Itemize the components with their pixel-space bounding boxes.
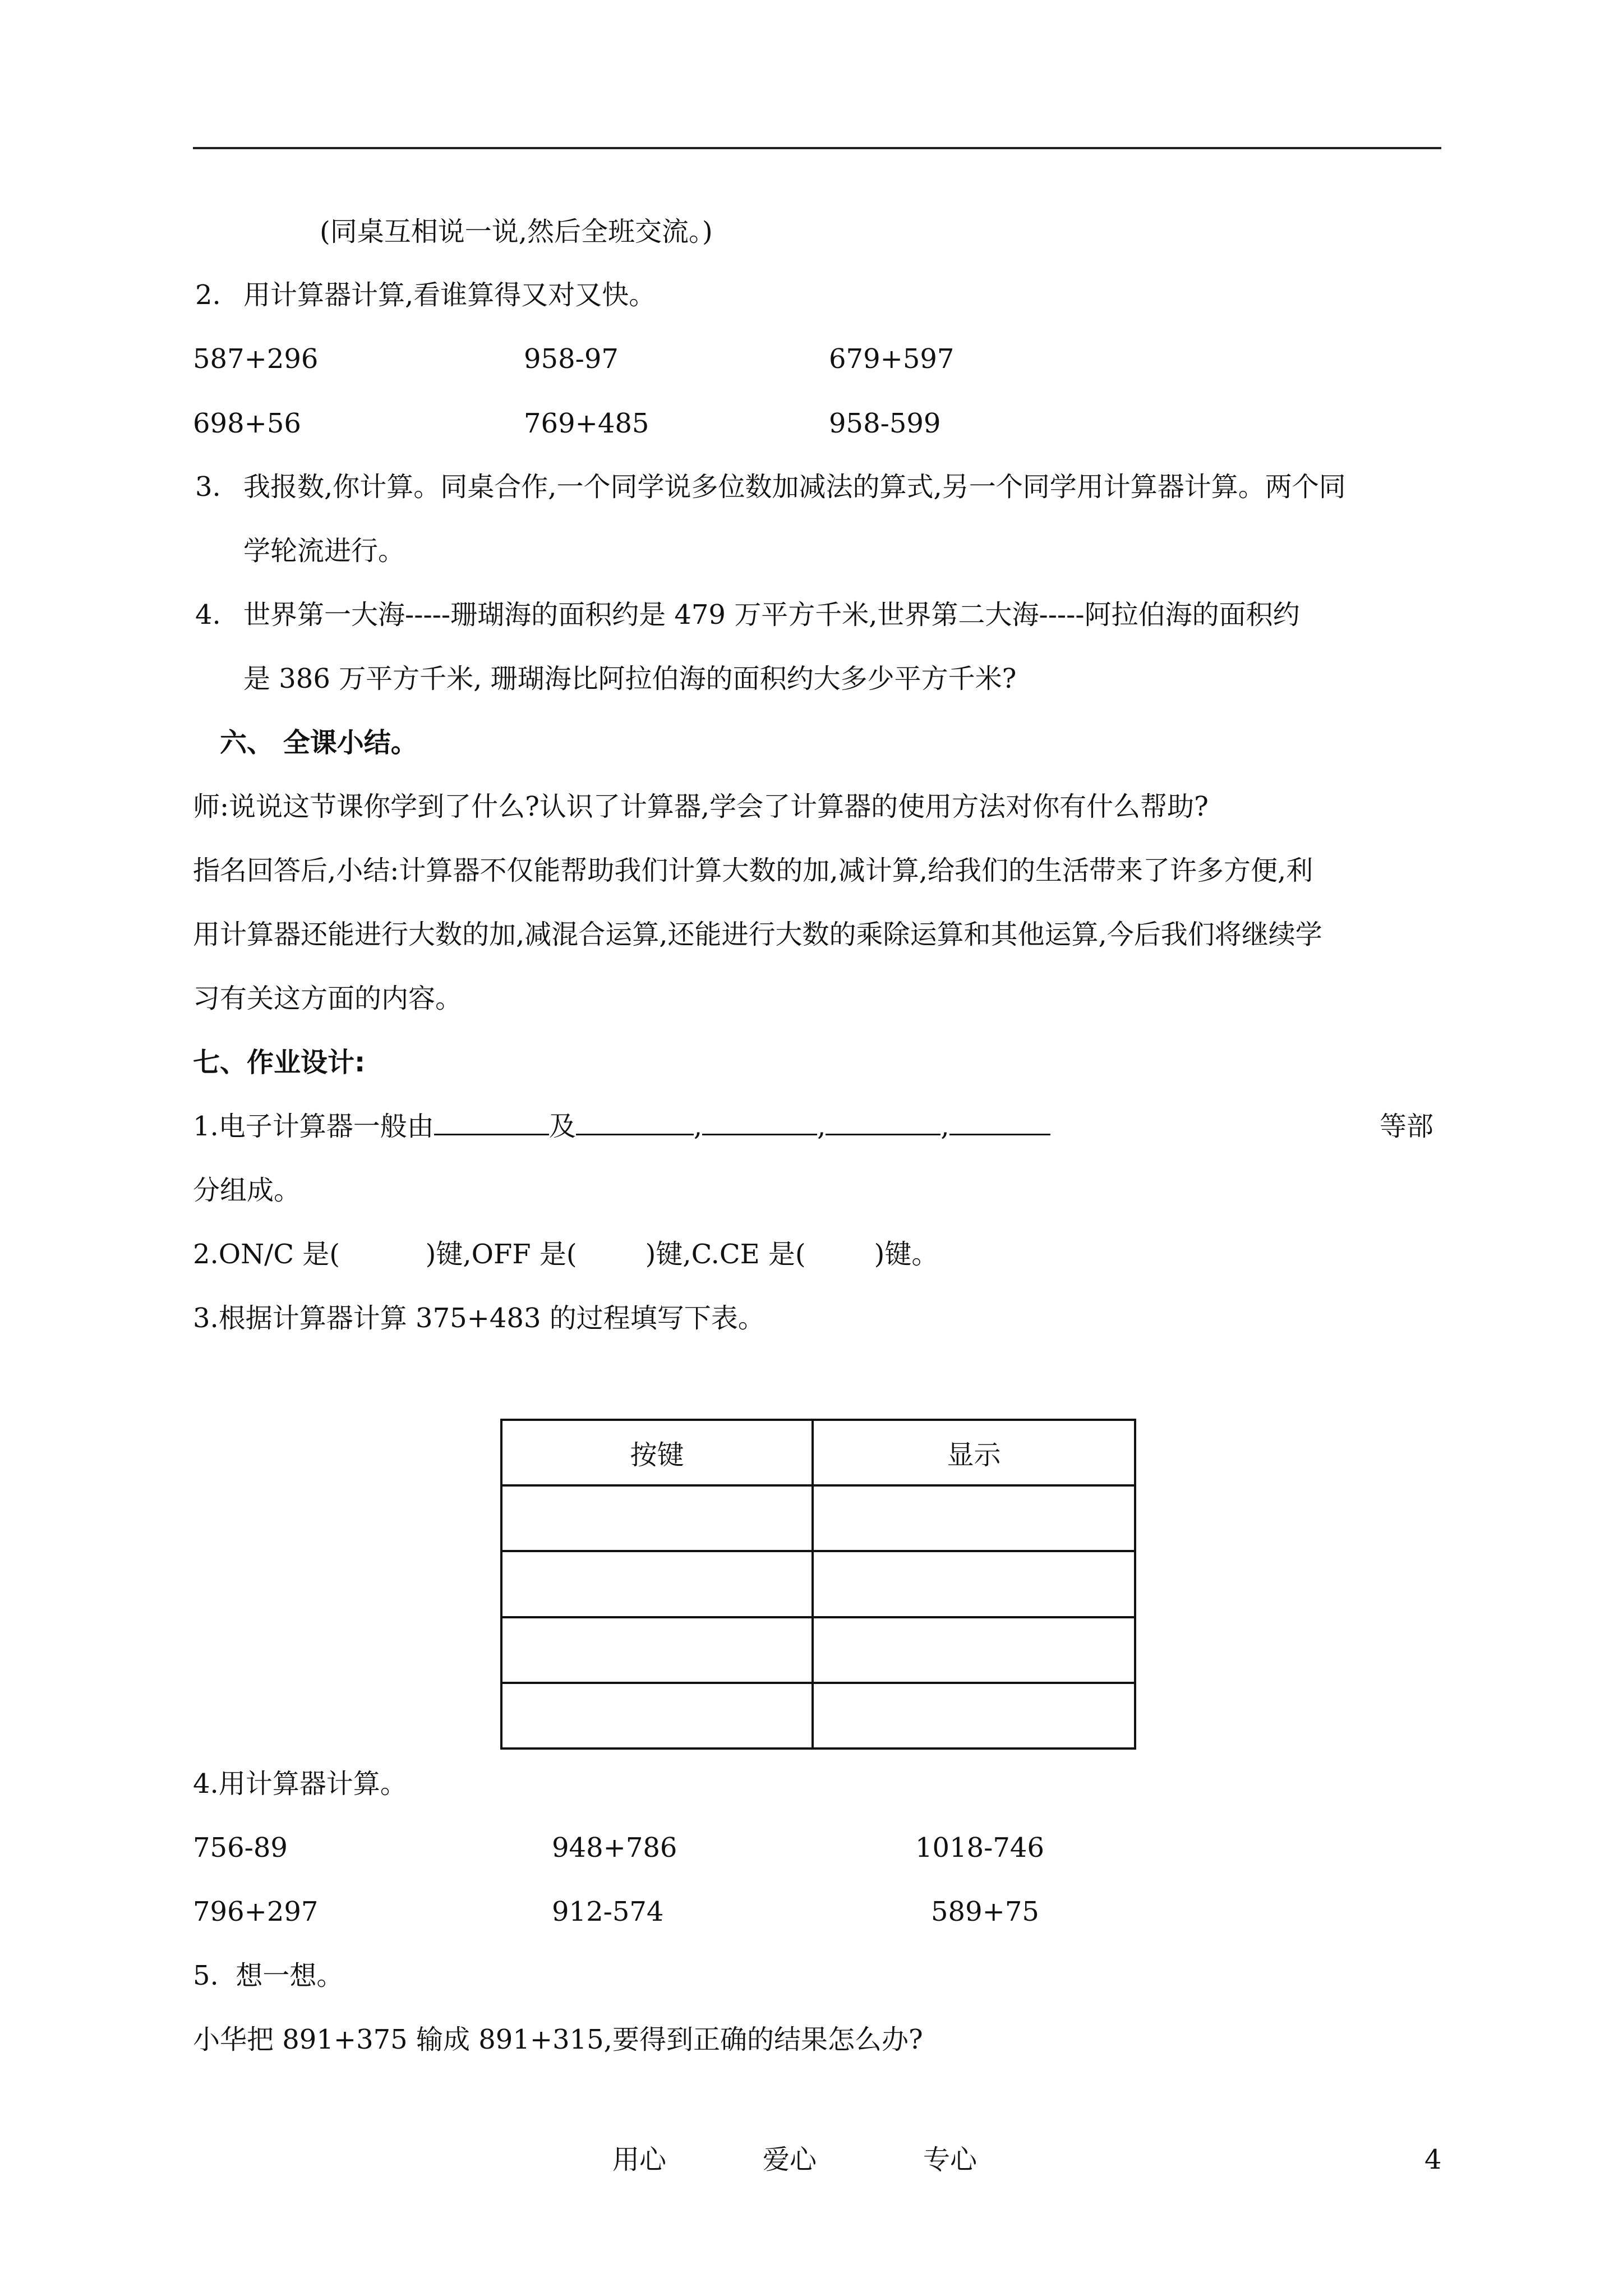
question-1-and: 及	[548, 1111, 576, 1142]
calc-b-2-2: 912-574	[552, 1896, 664, 1927]
item-2-text: 用计算器计算,看谁算得又对又快。	[243, 279, 656, 311]
question-2: 2.ON/C 是( )键,OFF 是( )键,C.CE 是( )键。	[193, 1239, 939, 1270]
item-4-text-cont: 是 386 万平方千米, 珊瑚海比阿拉伯海的面积约大多少平方千米?	[243, 663, 1017, 694]
question-1-sep: ,	[940, 1111, 949, 1142]
answer-blank[interactable]	[949, 1111, 1050, 1135]
question-1-start: 1.电子计算器一般由	[193, 1111, 434, 1142]
table-cell[interactable]	[813, 1683, 1135, 1749]
question-1-cont: 分组成。	[193, 1175, 301, 1206]
table-header-keys: 按键	[501, 1420, 813, 1485]
question-1-sep: ,	[817, 1111, 826, 1142]
item-3-text-cont: 学轮流进行。	[243, 535, 405, 567]
table-row	[501, 1551, 1135, 1617]
section-6-paragraph-1: 师:说说这节课你学到了什么?认识了计算器,学会了计算器的使用方法对你有什么帮助?	[193, 791, 1209, 822]
answer-blank[interactable]	[826, 1111, 940, 1135]
calc-a-1-1: 587+296	[193, 343, 319, 375]
calc-a-1-2: 958-97	[524, 343, 619, 375]
calc-b-1-1: 756-89	[193, 1832, 288, 1864]
question-1-sep: ,	[693, 1111, 703, 1142]
footer-text-3: 专心	[923, 2144, 978, 2175]
calc-b-1-3: 1018-746	[915, 1832, 1044, 1864]
table-cell[interactable]	[813, 1617, 1135, 1683]
section-7-heading: 七、作业设计:	[193, 1047, 366, 1078]
section-6-paragraph-2-line-2: 用计算器还能进行大数的加,减混合运算,还能进行大数的乘除运算和其他运算,今后我们将继续学	[193, 919, 1322, 950]
question-5: 5. 想一想。	[193, 1960, 344, 1991]
table-cell[interactable]	[501, 1617, 813, 1683]
table-cell[interactable]	[501, 1551, 813, 1617]
answer-blank[interactable]	[434, 1111, 549, 1135]
table-cell[interactable]	[813, 1551, 1135, 1617]
calc-b-2-3: 589+75	[931, 1896, 1039, 1927]
table-row	[501, 1683, 1135, 1749]
item-2-number: 2.	[195, 279, 221, 311]
intro-text: (同桌互相说一说,然后全班交流。)	[320, 216, 713, 247]
table-cell[interactable]	[813, 1485, 1135, 1551]
answer-blank[interactable]	[702, 1111, 817, 1135]
item-3-text: 我报数,你计算。同桌合作,一个同学说多位数加减法的算式,另一个同学用计算器计算。两个同	[243, 471, 1346, 503]
calc-a-2-2: 769+485	[524, 408, 649, 439]
table-row	[501, 1485, 1135, 1551]
section-6-heading: 六、 全课小结。	[220, 727, 418, 758]
calc-a-1-3: 679+597	[829, 343, 955, 375]
calc-a-2-1: 698+56	[193, 408, 301, 439]
item-4-number: 4.	[195, 599, 221, 631]
answer-blank[interactable]	[576, 1111, 694, 1135]
question-5-text: 小华把 891+375 输成 891+315,要得到正确的结果怎么办?	[193, 2024, 923, 2055]
calc-b-1-2: 948+786	[552, 1832, 677, 1864]
item-4-text: 世界第一大海-----珊瑚海的面积约是 479 万平方千米,世界第二大海-----阿拉伯海的面积约	[243, 599, 1300, 631]
header-rule	[193, 147, 1441, 149]
section-6-paragraph-2-line-1: 指名回答后,小结:计算器不仅能帮助我们计算大数的加,减计算,给我们的生活带来了许多方便,利	[193, 855, 1313, 886]
footer-text-1: 用心	[612, 2144, 667, 2175]
calc-a-2-3: 958-599	[829, 408, 941, 439]
item-3-number: 3.	[195, 471, 221, 503]
footer-text-2: 爱心	[763, 2144, 817, 2175]
table-header-row	[501, 1420, 1135, 1485]
page-number: 4	[1424, 2144, 1442, 2175]
table-row	[501, 1617, 1135, 1683]
question-4: 4.用计算器计算。	[193, 1768, 407, 1800]
question-3: 3.根据计算器计算 375+483 的过程填写下表。	[193, 1303, 765, 1334]
question-1-end: 等部	[1380, 1111, 1434, 1142]
table-cell[interactable]	[501, 1683, 813, 1749]
table-cell[interactable]	[501, 1485, 813, 1551]
section-6-paragraph-2-line-3: 习有关这方面的内容。	[193, 983, 463, 1014]
question-1	[193, 1110, 1050, 1143]
table-header-display: 显示	[813, 1420, 1135, 1485]
key-display-table	[500, 1419, 1136, 1750]
calc-b-2-1: 796+297	[193, 1896, 319, 1927]
